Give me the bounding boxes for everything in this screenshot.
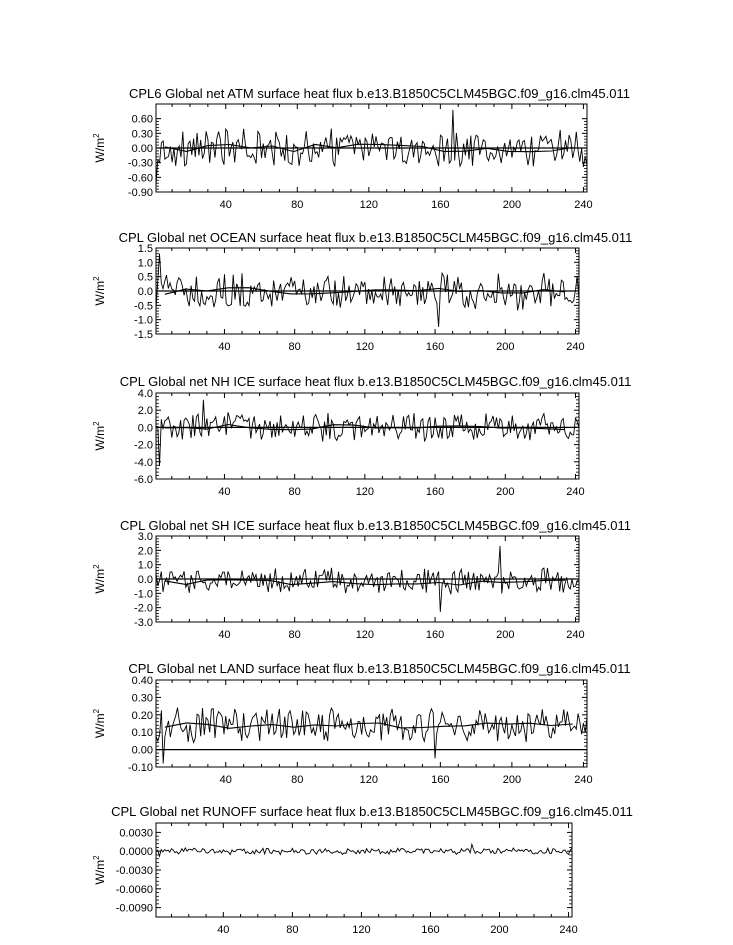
x-tick-label: 40	[218, 629, 231, 641]
y-tick-label: -0.0060	[115, 883, 153, 896]
x-tick-label: 200	[502, 774, 522, 786]
x-tick-label: 160	[421, 924, 440, 936]
chart-panel-3	[92, 374, 631, 498]
x-tick-label: 160	[425, 486, 445, 498]
y-tick-label: 0.20	[131, 709, 153, 722]
y-axis-label: $W/m^2$	[92, 708, 107, 739]
y-axis-label: $W/m^2$	[92, 276, 107, 306]
chart-title: CPL Global net RUNOFF surface heat flux b.e13.B1850C5CLM45BGC.f09_g16.clm45.011	[111, 804, 633, 819]
y-tick-label: -0.30	[127, 157, 153, 170]
y-tick-label: 0.0	[137, 574, 153, 586]
y-tick-label: 0.30	[131, 128, 153, 141]
y-tick-label: -0.5	[134, 300, 153, 313]
x-tick-label: 160	[425, 629, 445, 641]
chart-panel-1	[92, 86, 630, 211]
chart-title: CPL6 Global net ATM surface heat flux b.e13.B1850C5CLM45BGC.f09_g16.clm45.011	[128, 86, 631, 101]
y-tick-label: -0.0030	[115, 865, 153, 877]
x-tick-label: 120	[355, 486, 375, 498]
chart-title: CPL Global net NH ICE surface heat flux b.e13.B1850C5CLM45BGC.f09_g16.clm45.011	[119, 374, 632, 389]
y-tick-label: 2.0	[137, 405, 153, 418]
x-tick-label: 160	[425, 341, 445, 353]
x-tick-label: 80	[286, 924, 299, 936]
x-tick-label: 160	[431, 774, 450, 786]
y-axis-label: $W/m^2$	[92, 421, 107, 451]
y-axis-label: $W/m^2$	[92, 133, 107, 163]
x-tick-label: 120	[352, 924, 371, 936]
y-tick-label: 0.0000	[119, 846, 153, 859]
chart-title: CPL Global net SH ICE surface heat flux b.e13.B1850C5CLM45BGC.f09_g16.clm45.011	[120, 518, 631, 533]
x-tick-label: 240	[574, 199, 593, 211]
x-tick-label: 80	[288, 341, 301, 353]
y-tick-label: 0.40	[131, 675, 153, 687]
x-tick-label: 200	[490, 924, 509, 936]
plot-frame	[156, 823, 572, 917]
y-tick-label: 4.0	[137, 388, 153, 400]
x-tick-label: 40	[218, 486, 231, 498]
x-tick-label: 40	[218, 341, 231, 353]
y-axis-label: $W/m^2$	[92, 855, 107, 885]
y-tick-label: -1.0	[134, 314, 153, 327]
y-tick-label: -3.0	[134, 617, 153, 629]
chart-panel-6	[92, 804, 633, 936]
x-tick-label: 120	[359, 774, 378, 786]
chart-panel-4	[92, 518, 631, 641]
x-tick-label: 120	[355, 341, 375, 353]
y-axis-label: $W/m^2$	[92, 564, 107, 594]
x-tick-label: 200	[496, 341, 515, 353]
y-tick-label: -6.0	[134, 474, 153, 486]
plot-frame	[156, 393, 579, 479]
y-tick-label: -1.5	[134, 329, 153, 341]
y-tick-label: 0.0030	[119, 827, 153, 840]
series-monthly-line	[156, 110, 587, 185]
y-tick-label: -1.0	[134, 588, 153, 601]
chart-panel-2	[92, 230, 632, 353]
chart-title: CPL Global net LAND surface heat flux b.e13.B1850C5CLM45BGC.f09_g16.clm45.011	[128, 661, 631, 676]
series-monthly-line	[156, 400, 579, 466]
x-tick-label: 80	[288, 629, 301, 641]
x-tick-label: 240	[566, 486, 585, 498]
x-tick-label: 200	[496, 486, 515, 498]
y-tick-label: 0.00	[131, 744, 153, 757]
x-tick-label: 120	[359, 199, 378, 211]
y-tick-label: 3.0	[137, 531, 153, 543]
x-tick-label: 40	[219, 774, 232, 786]
x-tick-label: 40	[219, 199, 232, 211]
x-tick-label: 200	[502, 199, 522, 211]
x-tick-label: 240	[574, 774, 593, 786]
y-tick-label: -0.60	[127, 172, 153, 185]
y-tick-label: 0.0	[137, 286, 153, 298]
y-tick-label: 0.0	[137, 422, 153, 435]
y-tick-label: 2.0	[137, 545, 153, 558]
y-tick-label: 0.10	[131, 727, 153, 740]
x-tick-label: 240	[566, 341, 585, 353]
y-tick-label: -2.0	[134, 602, 153, 615]
y-tick-label: -0.90	[127, 187, 153, 199]
x-tick-label: 80	[288, 486, 301, 498]
chart-title: CPL Global net OCEAN surface heat flux b.e13.B1850C5CLM45BGC.f09_g16.clm45.011	[118, 230, 633, 245]
x-tick-label: 240	[559, 924, 578, 936]
x-tick-label: 200	[496, 629, 515, 641]
y-tick-label: -0.0090	[115, 902, 153, 915]
y-tick-label: 0.60	[131, 113, 153, 126]
y-tick-label: 0.00	[131, 143, 153, 155]
x-tick-label: 160	[431, 199, 450, 211]
y-tick-label: -2.0	[134, 439, 153, 452]
chart-panel-5	[92, 661, 631, 786]
x-tick-label: 80	[291, 774, 304, 786]
x-tick-label: 120	[355, 629, 375, 641]
y-tick-label: 0.30	[131, 692, 153, 705]
y-tick-label: -4.0	[134, 456, 153, 469]
x-tick-label: 80	[291, 199, 304, 211]
x-tick-label: 40	[217, 924, 230, 936]
y-tick-label: 1.5	[137, 243, 153, 255]
y-tick-label: 1.0	[137, 257, 153, 270]
x-tick-label: 240	[566, 629, 585, 641]
series-monthly-line	[156, 708, 587, 764]
y-tick-label: 1.0	[137, 559, 153, 572]
y-tick-label: -0.10	[127, 762, 153, 774]
series-monthly-line	[156, 844, 572, 856]
y-tick-label: 0.5	[137, 271, 153, 284]
